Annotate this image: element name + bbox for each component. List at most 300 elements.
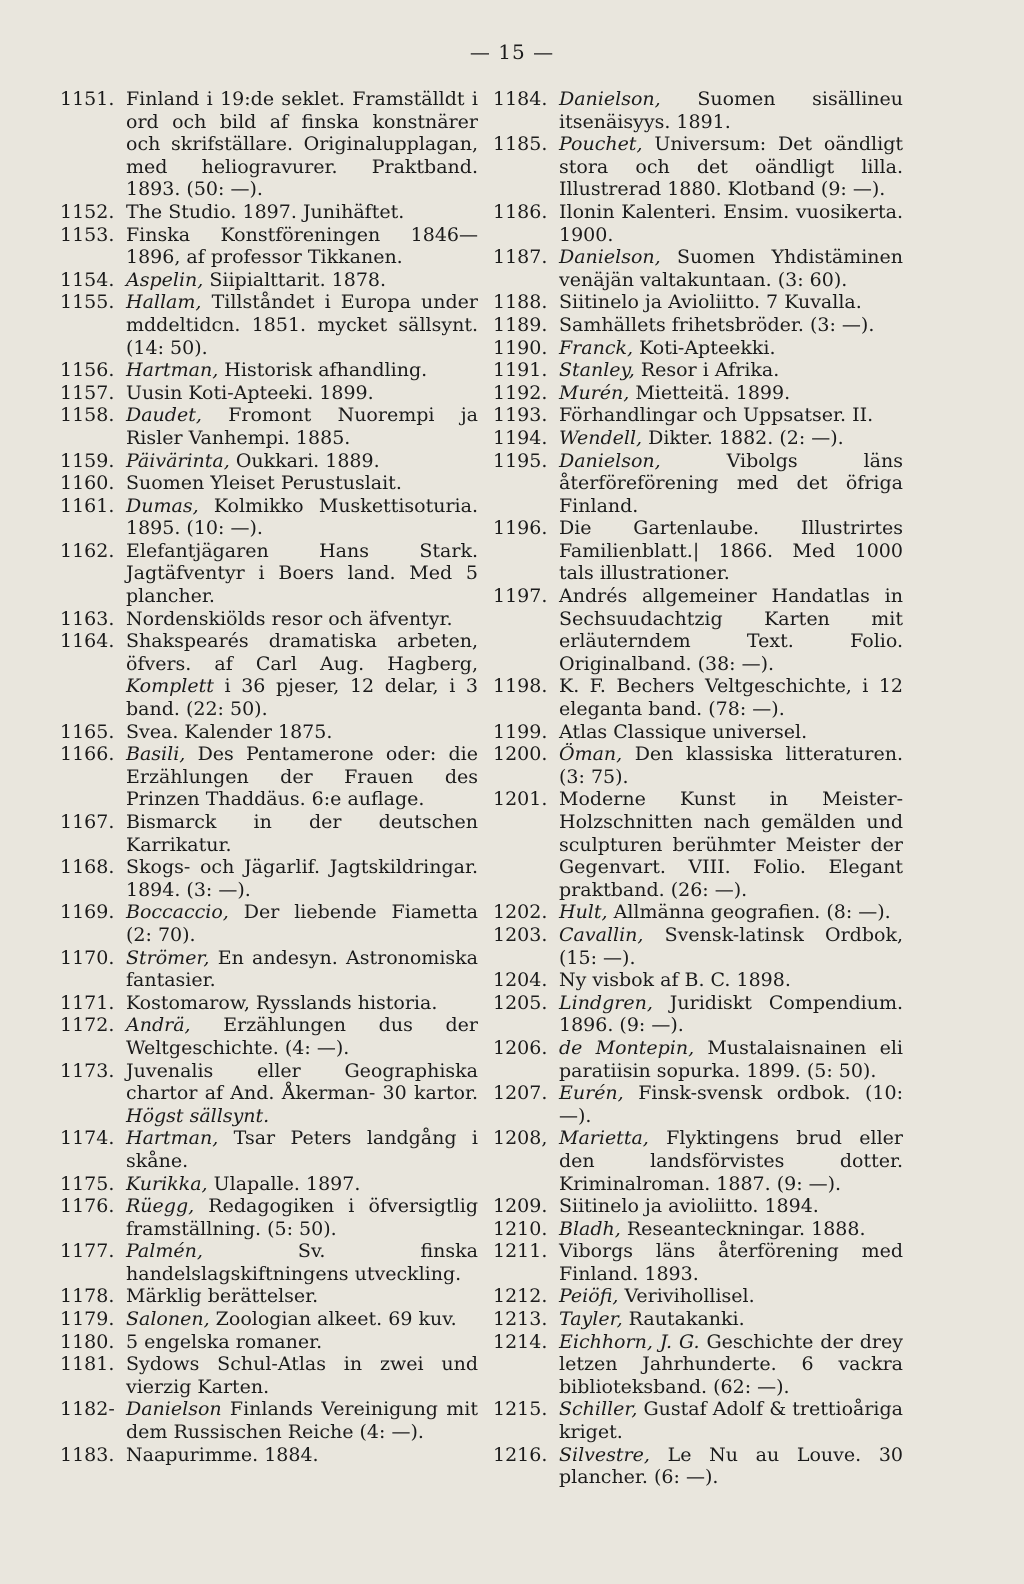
entry-number: 1210. xyxy=(493,1217,548,1240)
entry-number: 1156. xyxy=(60,359,115,382)
catalog-entry xyxy=(60,811,478,856)
entry-title: Zoologian alkeet. 69 kuv. xyxy=(215,1308,457,1331)
entry-number: 1183. xyxy=(60,1443,115,1466)
catalog-entry xyxy=(60,1285,478,1308)
entry-author: Hartman, xyxy=(126,359,219,382)
catalog-entry xyxy=(493,404,903,427)
catalog-entry xyxy=(493,246,903,291)
catalog-entry xyxy=(493,992,903,1037)
entry-title: Der liebende Fiametta (2: 70). xyxy=(126,901,478,946)
entry-text xyxy=(126,1398,478,1443)
entry-number: 1195. xyxy=(493,449,548,472)
catalog-entry xyxy=(60,1127,478,1172)
entry-title: Ulapalle. 1897. xyxy=(213,1172,361,1195)
entry-title: Shakspearés dramatiska arbeten, öfvers. af Carl Aug. Hagberg, xyxy=(126,630,478,675)
entry-title: Des Pentamerone oder: die Erzählungen der Frauen des Prinzen Thaddäus. 6:e auflage. xyxy=(126,743,478,811)
entry-title: Samhällets frihetsbröder. (3: —). xyxy=(559,313,875,336)
entry-number: 1206. xyxy=(493,1036,548,1059)
entry-text xyxy=(126,1195,478,1240)
entry-number: 1179. xyxy=(60,1308,115,1331)
entry-text xyxy=(126,1444,478,1467)
entry-number: 1151. xyxy=(60,88,115,110)
entry-number: 1205. xyxy=(493,991,548,1014)
entry-title: Siipialttarit. 1878. xyxy=(209,268,387,291)
entry-text xyxy=(126,608,478,631)
entry-number: 1166. xyxy=(60,743,115,766)
entry-title: Juvenalis eller Geographiska chartor af And. Åkerman- 30 kartor. xyxy=(126,1059,478,1105)
entry-title: Siitinelo ja avioliitto. 1894. xyxy=(559,1195,819,1218)
entry-text xyxy=(559,1082,903,1127)
entry-author: Franck, xyxy=(559,336,634,359)
entry-text xyxy=(126,1331,478,1354)
entry-title: Finska Konstföreningen 1846—1896, af professor Tikkanen. xyxy=(126,223,478,269)
entry-text xyxy=(126,1285,478,1308)
entry-number: 1174. xyxy=(60,1127,115,1150)
catalog-entry xyxy=(493,88,903,133)
entry-number: 1207. xyxy=(493,1082,548,1105)
entry-number: 1164. xyxy=(60,630,115,653)
entry-author: Bladh, xyxy=(559,1217,621,1240)
entry-text xyxy=(126,450,478,473)
entry-text xyxy=(559,291,903,314)
catalog-entry xyxy=(493,427,903,450)
entry-number: 1203. xyxy=(493,923,548,946)
entry-title: Vibolgs läns återföreförening med det öfriga Finland. xyxy=(559,449,903,517)
catalog-entry xyxy=(493,1240,903,1285)
entry-number: 1158. xyxy=(60,404,115,427)
entry-author: Lindgren, xyxy=(559,991,653,1014)
entry-number: 1198. xyxy=(493,675,548,698)
entry-number: 1176. xyxy=(60,1195,115,1218)
entry-author: Cavallin, xyxy=(559,923,644,946)
entry-title: Sydows Schul-Atlas in zwei und vierzig Karten. xyxy=(126,1353,478,1398)
entry-text xyxy=(559,743,903,788)
entry-author: Salonen, xyxy=(126,1308,210,1331)
entry-text xyxy=(559,675,903,720)
entry-title: En andesyn. Astronomiska fantasier. xyxy=(126,946,478,992)
entry-title: Atlas Classique universel. xyxy=(559,720,808,743)
entry-author: Päivärinta, xyxy=(126,449,230,472)
entry-title: Juridiskt Compendium. 1896. (9: —). xyxy=(559,991,904,1037)
entry-title: K. F. Bechers Veltgeschichte, i 12 eleganta band. (78: —). xyxy=(559,675,903,721)
entry-text xyxy=(126,811,478,856)
catalog-entry xyxy=(60,224,478,269)
entry-text xyxy=(559,721,903,744)
entry-title: Rautakanki. xyxy=(628,1308,745,1331)
entry-author: Danielson, xyxy=(559,449,661,472)
entry-number: 1165. xyxy=(60,720,115,743)
catalog-entry xyxy=(493,924,903,969)
entry-title: Nordenskiölds resor och äfventyr. xyxy=(126,607,453,630)
catalog-entry xyxy=(60,1014,478,1059)
entry-text xyxy=(126,1353,478,1398)
catalog-entry xyxy=(60,947,478,992)
entry-title: Skogs- och Jägarlif. Jagtskildringar. 1894. (3: —). xyxy=(126,856,478,901)
entry-title: Uusin Koti-Apteeki. 1899. xyxy=(126,381,374,404)
entry-text xyxy=(126,630,478,720)
entry-title: Suomen Yhdistäminen venäjän valtakuntaan. (3: 60). xyxy=(559,246,903,291)
entry-author: Palmén, xyxy=(126,1240,203,1263)
entry-title: Universum: Det oändligt stora och det oändligt lilla. Illustrerad 1880. Klotband (9: —). xyxy=(559,133,903,201)
entry-text xyxy=(126,856,478,901)
entry-text xyxy=(559,88,903,133)
entry-author: Murén, xyxy=(559,381,630,404)
entry-title: Svensk-latinsk Ordbok, (15: —). xyxy=(559,923,904,969)
entry-text xyxy=(126,495,478,540)
entry-title: Siitinelo ja Avioliitto. 7 Kuvalla. xyxy=(559,291,862,314)
entry-text xyxy=(126,291,478,359)
entry-author: Daudet, xyxy=(126,404,202,427)
entry-title: Naapurimme. 1884. xyxy=(126,1443,319,1466)
entry-title: Kolmikko Muskettisoturia. 1895. (10: —). xyxy=(126,494,478,540)
entry-number: 1153. xyxy=(60,223,115,246)
entry-author: Marietta, xyxy=(559,1127,649,1150)
entry-text xyxy=(559,969,903,992)
entry-title: Die Gartenlaube. Illustrirtes Familienblatt.| 1866. Med 1000 tals illustrationer. xyxy=(559,517,903,585)
entry-number: 1188. xyxy=(493,291,548,314)
entry-author: Stanley, xyxy=(559,359,635,382)
entry-text xyxy=(559,427,903,450)
entry-author: Dumas, xyxy=(126,494,199,517)
catalog-entry xyxy=(493,1127,903,1195)
entry-number: 1204. xyxy=(493,969,548,992)
entry-text xyxy=(559,1331,903,1399)
entry-text xyxy=(126,540,478,608)
entry-number: 1214. xyxy=(493,1330,548,1353)
catalog-entry xyxy=(493,585,903,675)
entry-number: 1212. xyxy=(493,1285,548,1308)
entry-title: Oukkari. 1889. xyxy=(235,449,380,472)
entry-text xyxy=(559,1308,903,1331)
entry-author: Wendell, xyxy=(559,426,643,449)
entry-author: Rüegg, xyxy=(126,1195,195,1218)
catalog-entry xyxy=(493,133,903,201)
catalog-entry xyxy=(493,743,903,788)
catalog-entry xyxy=(60,472,478,495)
catalog-entry xyxy=(493,1082,903,1127)
entry-number: 1170. xyxy=(60,946,115,969)
entry-text xyxy=(559,404,903,427)
catalog-entry xyxy=(60,495,478,540)
entry-number: 1185. xyxy=(493,133,548,156)
catalog-entry xyxy=(60,1444,478,1467)
entry-text xyxy=(559,450,903,518)
catalog-entry xyxy=(60,269,478,292)
entry-number: 1178. xyxy=(60,1285,115,1308)
entry-number: 1172. xyxy=(60,1014,115,1037)
entry-author: Eurén, xyxy=(559,1082,624,1105)
entry-title: Historisk afhandling. xyxy=(224,359,428,382)
entry-number: 1194. xyxy=(493,426,548,449)
entry-author: Danielson, xyxy=(559,246,661,269)
entry-number: 1215. xyxy=(493,1398,548,1421)
entry-title: Suomen Yleiset Perustuslait. xyxy=(126,472,402,495)
left-column xyxy=(60,88,478,1466)
entry-number: 1209. xyxy=(493,1195,548,1218)
entry-author: Hartman, xyxy=(126,1127,219,1150)
entry-text xyxy=(559,1195,903,1218)
entry-text xyxy=(126,404,478,449)
entry-title: Kostomarow, Rysslands historia. xyxy=(126,991,438,1014)
entry-text xyxy=(126,269,478,292)
entry-number: 1208, xyxy=(493,1127,548,1150)
entry-text xyxy=(559,359,903,382)
entry-title: Verivihollisel. xyxy=(624,1285,755,1308)
page-number: — 15 — xyxy=(469,40,555,64)
entry-text xyxy=(559,1444,903,1489)
catalog-entry xyxy=(493,1195,903,1218)
entry-author: Hult, xyxy=(559,901,608,924)
entry-title: Ny visbok af B. C. 1898. xyxy=(559,969,791,992)
catalog-entry xyxy=(60,201,478,224)
entry-title: Fromont Nuorempi ja Risler Vanhempi. 1885. xyxy=(126,404,478,449)
entry-number: 1189. xyxy=(493,313,548,336)
entry-author: Silvestre, xyxy=(559,1443,650,1466)
entry-author: Öman, xyxy=(559,743,623,766)
entry-title: Mietteitä. 1899. xyxy=(635,381,791,404)
entry-author: Tayler, xyxy=(559,1308,623,1331)
entry-number: 1159. xyxy=(60,449,115,472)
catalog-entry xyxy=(60,1331,478,1354)
entry-title: Andrés allgemeiner Handatlas in Sechsuudachtzig Karten mit erläuterndem Text. Folio. Originalband. (38: —). xyxy=(559,585,903,675)
entry-number: 1202. xyxy=(493,901,548,924)
entry-text xyxy=(559,1218,903,1241)
entry-author: Danielson, xyxy=(559,88,661,110)
entry-title: The Studio. 1897. Junihäftet. xyxy=(126,200,405,223)
entry-text xyxy=(126,947,478,992)
catalog-entry xyxy=(493,1331,903,1399)
entry-text xyxy=(559,1398,903,1443)
entry-text xyxy=(559,382,903,405)
entry-author: Aspelin, xyxy=(126,268,204,291)
entry-number: 1196. xyxy=(493,517,548,540)
right-column xyxy=(493,88,903,1489)
entry-number: 1216. xyxy=(493,1443,548,1466)
entry-text xyxy=(126,359,478,382)
catalog-entry xyxy=(493,1218,903,1241)
entry-text xyxy=(126,901,478,946)
catalog-entry xyxy=(493,517,903,585)
catalog-entry xyxy=(60,608,478,631)
entry-title: Den klassiska litteraturen. (3: 75). xyxy=(559,743,903,788)
catalog-entry xyxy=(493,450,903,518)
catalog-entry xyxy=(493,721,903,744)
entry-author: Kurikka, xyxy=(126,1172,208,1195)
catalog-entry xyxy=(493,788,903,901)
entry-text xyxy=(559,1285,903,1308)
entry-title: Flyktingens brud eller den landsförvistes dotter. Kriminalroman. 1887. (9: —). xyxy=(559,1127,903,1195)
entry-text xyxy=(126,1240,478,1285)
entry-number: 1163. xyxy=(60,607,115,630)
entry-title: Märklig berättelser. xyxy=(126,1285,319,1308)
entry-author: Schiller, xyxy=(559,1398,638,1421)
catalog-entry xyxy=(493,201,903,246)
catalog-entry xyxy=(60,404,478,449)
catalog-entry xyxy=(493,1308,903,1331)
entry-note: Högst sällsynt. xyxy=(126,1104,270,1127)
entry-number: 1197. xyxy=(493,585,548,608)
entry-number: 1173. xyxy=(60,1059,115,1082)
catalog-entry xyxy=(60,721,478,744)
entry-title: Svea. Kalender 1875. xyxy=(126,720,333,743)
entry-number: 1167. xyxy=(60,811,115,833)
entry-text xyxy=(559,788,903,901)
entry-text xyxy=(126,382,478,405)
entry-text xyxy=(559,901,903,924)
catalog-entry xyxy=(493,382,903,405)
entry-title: Mustalaisnainen eli paratiisin sopurka. 1899. (5: 50). xyxy=(559,1036,903,1082)
entry-number: 1200. xyxy=(493,743,548,766)
entry-text xyxy=(126,1060,478,1128)
catalog-entry xyxy=(60,540,478,608)
catalog-entry xyxy=(60,291,478,359)
entry-title: Moderne Kunst in Meister-Holzschnitten nach gemälden und sculpturen berühmter Meister der Gegenvart. VIII. Folio. Elegant praktband. (26: —). xyxy=(559,788,903,901)
catalog-entry xyxy=(60,1240,478,1285)
entry-title: Viborgs läns återförening med Finland. 1893. xyxy=(559,1240,903,1285)
catalog-entry xyxy=(493,1285,903,1308)
entry-number: 1184. xyxy=(493,88,548,110)
entry-author: Hallam, xyxy=(126,291,202,314)
entry-text xyxy=(559,517,903,585)
entry-title: Gustaf Adolf & trettioåriga kriget. xyxy=(559,1398,903,1444)
catalog-entry xyxy=(60,1173,478,1196)
entry-number: 1193. xyxy=(493,404,548,427)
entry-title: Tillståndet i Europa under mddeltidcn. 1851. mycket sällsynt. (14: 50). xyxy=(126,291,479,359)
entry-title: Koti-Apteekki. xyxy=(639,336,776,359)
entry-title: Allmänna geografien. (8: —). xyxy=(613,901,891,924)
entry-number: 1169. xyxy=(60,901,115,924)
entry-number: 1186. xyxy=(493,200,548,223)
entry-number: 1177. xyxy=(60,1240,115,1263)
entry-title: Reseanteckningar. 1888. xyxy=(626,1217,866,1240)
catalog-entry xyxy=(60,359,478,382)
entry-text xyxy=(559,1240,903,1285)
entry-number: 1181. xyxy=(60,1353,115,1376)
entry-text xyxy=(126,201,478,224)
entry-text xyxy=(559,585,903,675)
entry-title: Bismarck in der deutschen Karrikatur. xyxy=(126,811,478,856)
entry-title: Redagogiken i öfversigtlig framställning. (5: 50). xyxy=(126,1195,478,1240)
entry-number: 1192. xyxy=(493,381,548,404)
entry-text xyxy=(126,88,478,201)
entry-author: Peiöfi, xyxy=(559,1285,619,1308)
entry-number: 1175. xyxy=(60,1172,115,1195)
entry-author: Basili, xyxy=(126,743,186,766)
entry-author: Boccaccio, xyxy=(126,901,229,924)
entry-title: Dikter. 1882. (2: —). xyxy=(648,426,844,449)
catalog-entry xyxy=(60,1353,478,1398)
entry-text xyxy=(559,133,903,201)
catalog-entry xyxy=(493,1037,903,1082)
entry-text xyxy=(559,924,903,969)
entry-number: 1190. xyxy=(493,336,548,359)
entry-title: Tsar Peters landgång i skåne. xyxy=(126,1127,479,1172)
entry-number: 1168. xyxy=(60,856,115,879)
entry-text xyxy=(559,246,903,291)
entry-author: Andrä, xyxy=(126,1014,191,1037)
catalog-entry xyxy=(493,675,903,720)
entry-title: Suomen sisällineu itsenäisyys. 1891. xyxy=(559,88,903,133)
entry-author: Eichhorn, J. G. xyxy=(559,1330,700,1353)
catalog-entry xyxy=(60,992,478,1015)
entry-title: Sv. finska handelslagskiftningens utveckling. xyxy=(126,1240,478,1285)
entry-title: Resor i Afrika. xyxy=(640,359,780,382)
catalog-entry xyxy=(60,1398,478,1443)
entry-number: 1182- xyxy=(60,1398,115,1421)
entry-text xyxy=(126,992,478,1015)
catalog-entry xyxy=(60,1308,478,1331)
entry-number: 1180. xyxy=(60,1330,115,1353)
entry-text xyxy=(126,1308,478,1331)
entry-text xyxy=(559,1127,903,1195)
entry-extra-italic: Komplett xyxy=(126,675,214,698)
entry-text xyxy=(126,721,478,744)
entry-number: 1152. xyxy=(60,200,115,223)
catalog-entry xyxy=(60,856,478,901)
entry-number: 1213. xyxy=(493,1308,548,1331)
entry-number: 1191. xyxy=(493,359,548,382)
entry-text xyxy=(126,1127,478,1172)
entry-text xyxy=(126,224,478,269)
entry-text xyxy=(126,472,478,495)
entry-text xyxy=(559,337,903,360)
entry-number: 1161. xyxy=(60,494,115,517)
catalog-entry xyxy=(60,382,478,405)
catalog-entry xyxy=(493,969,903,992)
entry-number: 1199. xyxy=(493,720,548,743)
entry-text xyxy=(126,1014,478,1059)
catalog-entry xyxy=(493,337,903,360)
entry-number: 1154. xyxy=(60,268,115,291)
entry-number: 1162. xyxy=(60,539,115,562)
entry-title: Förhandlingar och Uppsatser. II. xyxy=(559,404,874,427)
catalog-entry xyxy=(60,743,478,811)
catalog-entry xyxy=(60,88,478,201)
entry-title: Finlands Vereinigung mit dem Russischen Reiche (4: —). xyxy=(126,1398,478,1444)
entry-text xyxy=(559,314,903,337)
entry-number: 1155. xyxy=(60,291,115,314)
catalog-entry xyxy=(493,1398,903,1443)
catalog-entry xyxy=(60,1195,478,1240)
catalog-entry xyxy=(60,630,478,720)
entry-title: Ilonin Kalenteri. Ensim. vuosikerta. 1900. xyxy=(559,200,903,246)
entry-title: Finland i 19:de seklet. Framställdt i ord och bild af finska konstnärer och skrifställare. Originalupplagan, med heliogravurer. Praktband. 1893. (50: —). xyxy=(126,88,478,201)
entry-number: 1201. xyxy=(493,788,548,811)
entry-author: de Montepin, xyxy=(559,1036,695,1059)
entry-number: 1187. xyxy=(493,246,548,269)
entry-author: Danielson xyxy=(126,1398,222,1421)
entry-author: Pouchet, xyxy=(559,133,643,156)
entry-number: 1211. xyxy=(493,1240,548,1263)
entry-title: Geschichte der drey letzen Jahrhunderte. 6 vackra biblioteksband. (62: —). xyxy=(559,1330,903,1398)
catalog-entry xyxy=(60,1060,478,1128)
entry-title: Erzählungen dus der Weltgeschichte. (4: —). xyxy=(126,1014,478,1059)
catalog-entry xyxy=(493,901,903,924)
entry-text xyxy=(559,992,903,1037)
entry-text xyxy=(126,743,478,811)
entry-text xyxy=(559,201,903,246)
entry-title: Finsk-svensk ordbok. (10: —). xyxy=(559,1082,904,1127)
entry-title: Elefantjägaren Hans Stark. Jagtäfventyr i Boers land. Med 5 plancher. xyxy=(126,539,478,608)
entry-text xyxy=(126,1173,478,1196)
entry-number: 1160. xyxy=(60,472,115,495)
catalog-entry xyxy=(493,291,903,314)
entry-text xyxy=(559,1037,903,1082)
entry-title: 5 engelska romaner. xyxy=(126,1330,323,1353)
catalog-entry xyxy=(60,901,478,946)
catalog-entry xyxy=(493,1444,903,1489)
entry-number: 1157. xyxy=(60,381,115,404)
